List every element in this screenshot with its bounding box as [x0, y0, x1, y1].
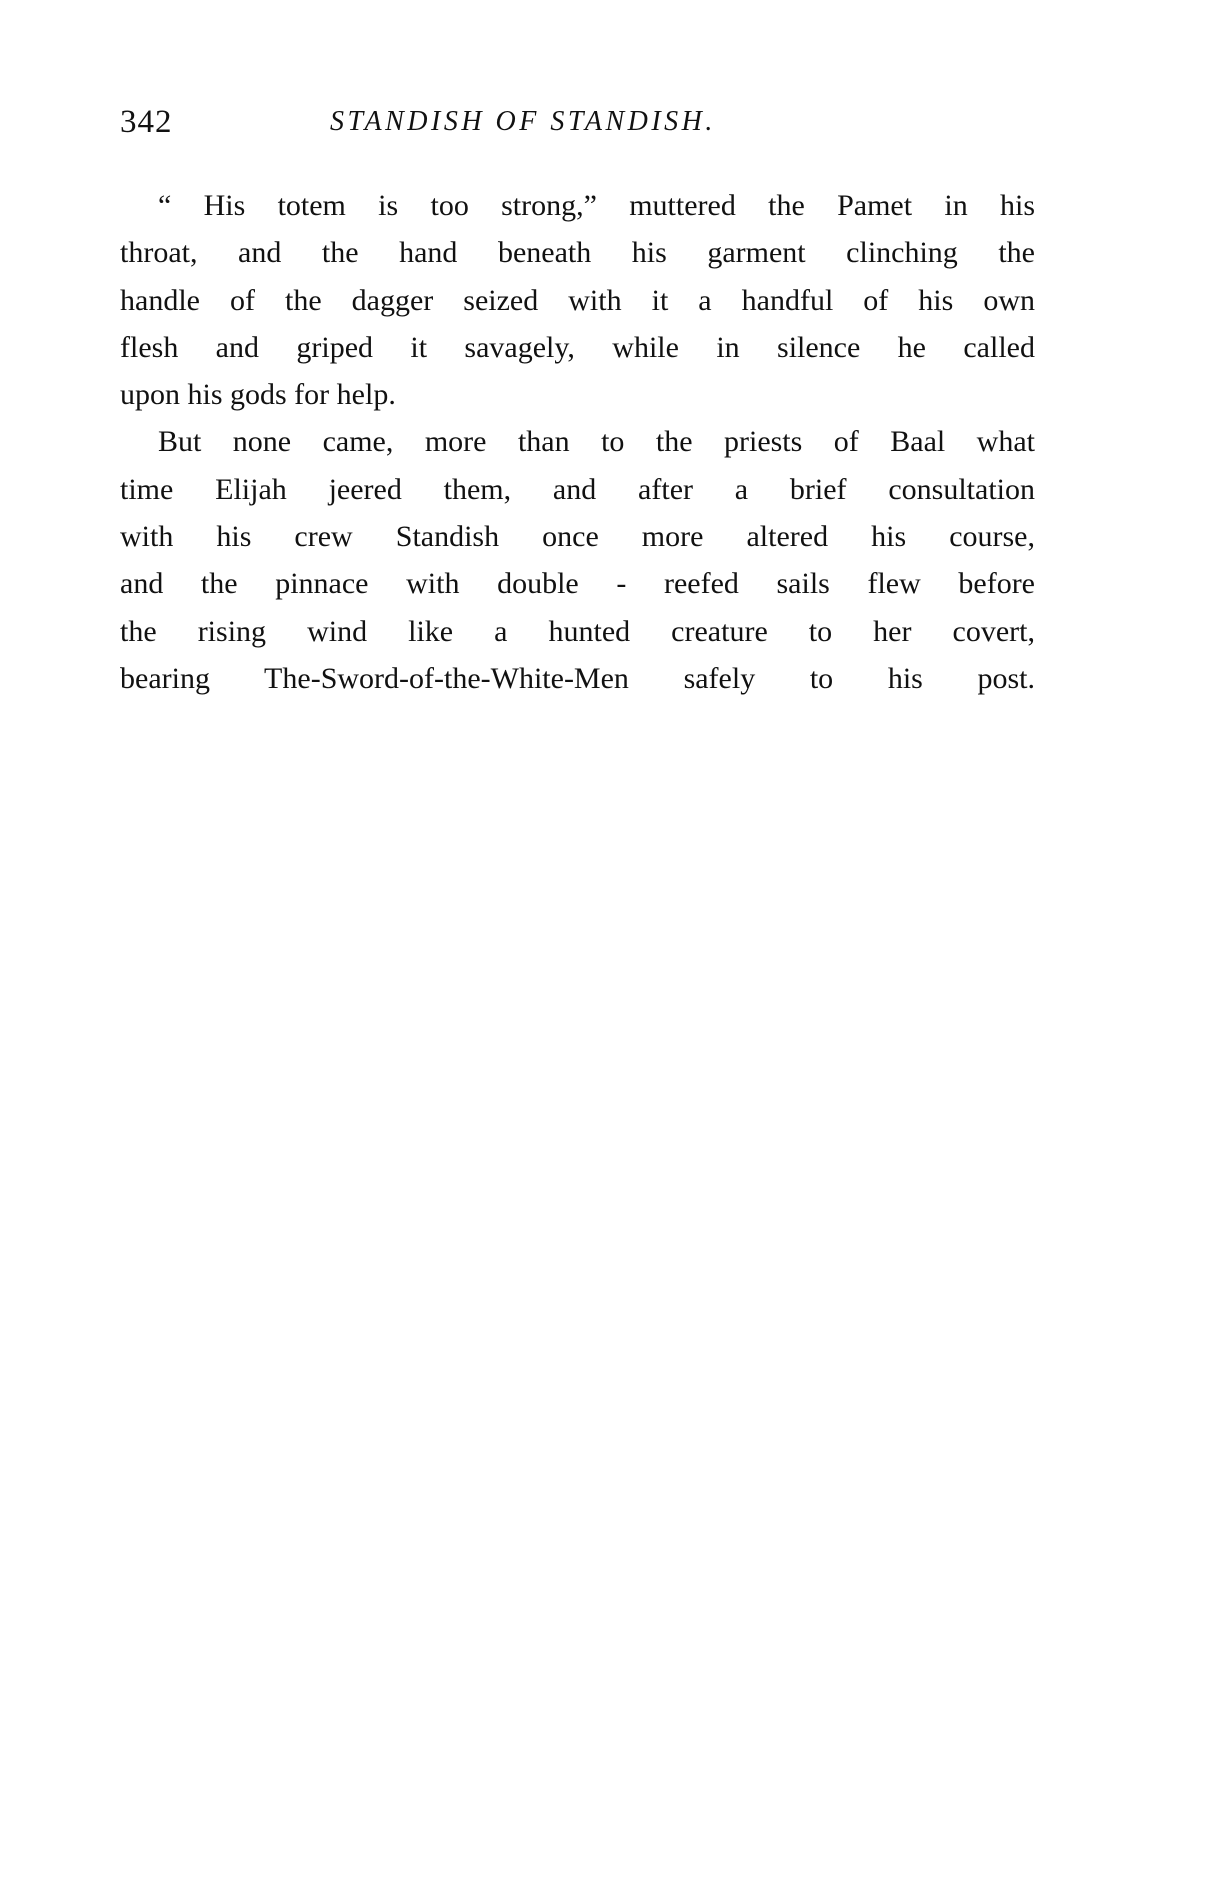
- running-head: [120, 100, 1035, 144]
- text-line: with his crew Standish once more altered his course,: [120, 520, 1035, 554]
- text-line: “ His totem is too strong,” muttered the Pamet in his: [158, 189, 1035, 222]
- body-text: [120, 182, 1035, 702]
- text-line: time Elijah jeered them, and after a brief consultation: [120, 472, 1035, 506]
- text-line: bearing The-Sword-of-the-White-Men safely to his post.: [120, 661, 1035, 695]
- text-line: But none came, more than to the priests of Baal what: [158, 425, 1035, 459]
- paragraph-2: [120, 418, 1035, 702]
- text-line: throat, and the hand beneath his garment clinching the: [120, 236, 1035, 270]
- text-line: handle of the dagger seized with it a handful of his own: [120, 283, 1035, 317]
- text-line: and the pinnace with double - reefed sails flew before: [120, 567, 1035, 601]
- page-number: 342: [120, 104, 173, 140]
- text-line: upon his gods for help.: [120, 378, 396, 412]
- running-title: STANDISH OF STANDISH.: [330, 106, 716, 137]
- text-line: the rising wind like a hunted creature to her covert,: [120, 614, 1035, 648]
- paragraph-1: [120, 182, 1035, 418]
- text-line: flesh and griped it savagely, while in silence he called: [120, 330, 1035, 364]
